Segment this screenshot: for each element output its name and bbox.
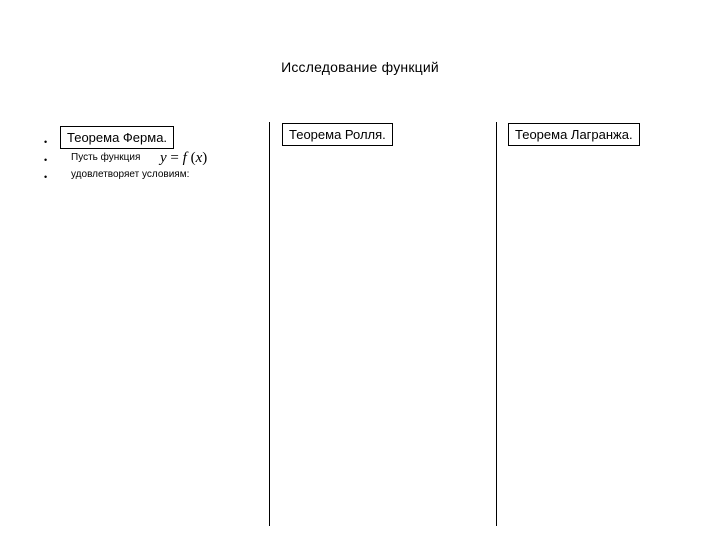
formula-var: x: [195, 150, 203, 166]
fermat-line-1: Пусть функция: [71, 152, 141, 163]
bullet-2: •: [44, 155, 48, 165]
fermat-line-2: удовлетворяет условиям:: [71, 169, 190, 180]
column-divider-1: [269, 122, 270, 526]
lagrange-theorem-heading: Теорема Лагранжа.: [508, 123, 640, 146]
rolle-theorem-heading: Теорема Ролля.: [282, 123, 393, 146]
formula-eq: =: [170, 150, 179, 166]
column-divider-2: [496, 122, 497, 526]
function-formula: [160, 150, 207, 167]
formula-open: (: [190, 150, 196, 166]
formula-fn: f: [182, 150, 187, 166]
fermat-theorem-heading: Теорема Ферма.: [60, 126, 174, 149]
bullet-3: •: [44, 172, 48, 182]
bullet-1: •: [44, 137, 48, 147]
page-title: Исследование функций: [281, 59, 439, 75]
formula-close: ): [202, 150, 208, 166]
formula-lhs: y: [160, 150, 167, 166]
